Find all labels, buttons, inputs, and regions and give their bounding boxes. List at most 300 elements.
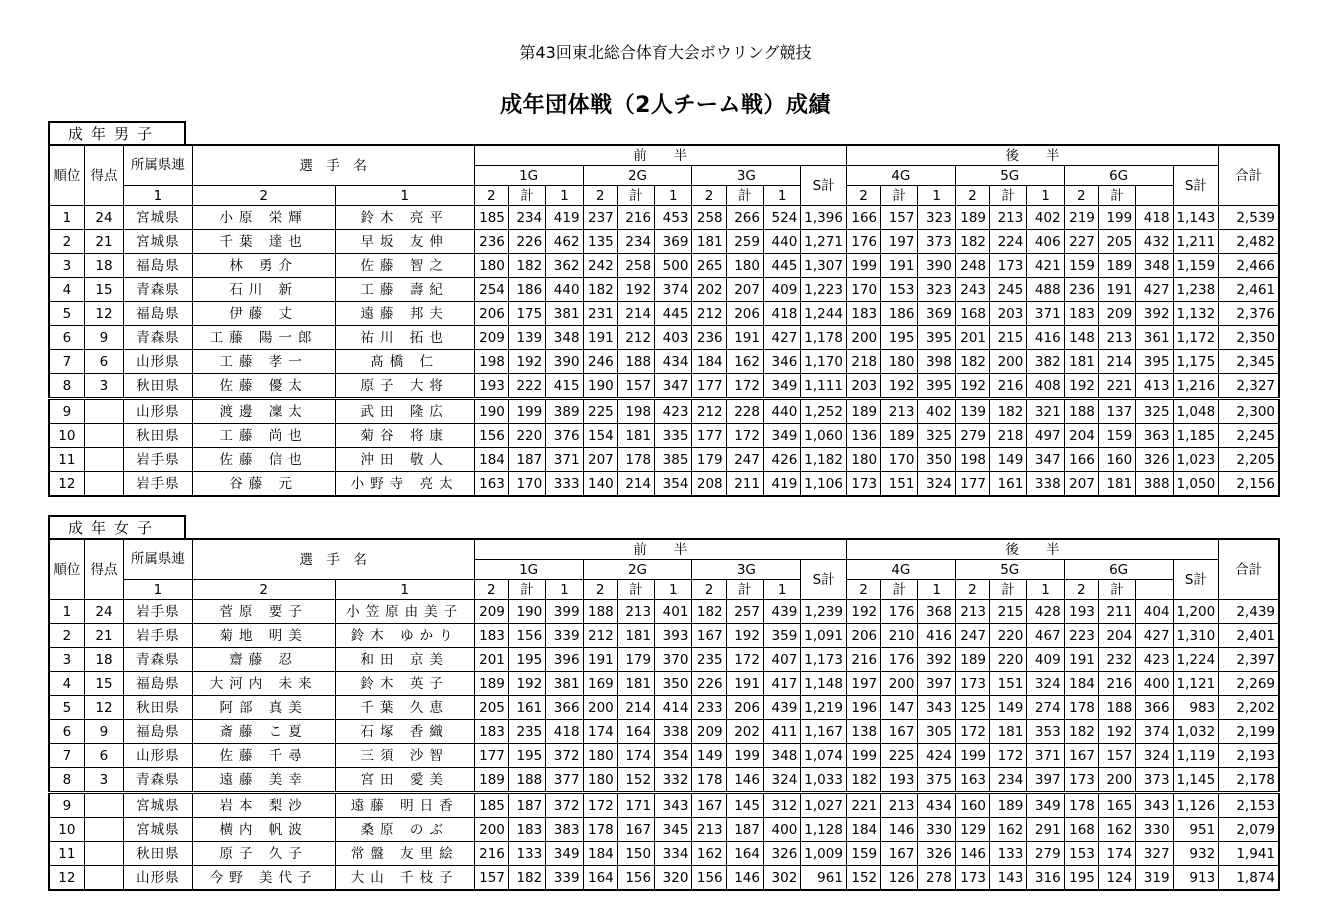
score-cell: 326 — [918, 842, 955, 866]
score-cell: 135 — [583, 230, 617, 254]
score-cell: 414 — [655, 696, 692, 720]
game-header: 3G — [692, 560, 801, 580]
prefecture-cell: 山形県 — [124, 866, 192, 891]
score-cell: 181 — [1098, 472, 1135, 497]
player-name-header: 選 手 名 — [192, 539, 474, 580]
game-header: 1G — [474, 560, 583, 580]
score-cell: 190 — [474, 399, 508, 424]
score-cell: 172 — [990, 744, 1027, 768]
score-cell: 220 — [990, 648, 1027, 672]
score-cell: 176 — [846, 230, 880, 254]
score-cell: 1,396 — [801, 206, 847, 230]
subtotal-header: 計 — [990, 580, 1027, 600]
score-cell: 373 — [1136, 768, 1173, 793]
score-cell: 151 — [881, 472, 918, 497]
player1-name: 齋藤 忍 — [192, 648, 335, 672]
score-cell: 266 — [726, 206, 763, 230]
score-cell: 133 — [990, 842, 1027, 866]
score-cell: 164 — [583, 866, 617, 891]
prefecture-cell: 岩手県 — [124, 448, 192, 472]
score-cell: 349 — [546, 842, 583, 866]
score-cell: 181 — [617, 424, 654, 448]
rank-cell: 12 — [49, 472, 84, 497]
score-cell: 324 — [1027, 672, 1064, 696]
score-cell: 209 — [474, 326, 508, 350]
player2-name: 大山 千枝子 — [335, 866, 474, 891]
score-cell: 390 — [546, 350, 583, 374]
score-cell: 170 — [881, 448, 918, 472]
rank-cell: 4 — [49, 278, 84, 302]
score-cell: 199 — [846, 254, 880, 278]
score-cell: 139 — [955, 399, 989, 424]
score-cell: 192 — [508, 350, 545, 374]
score-cell: 398 — [918, 350, 955, 374]
score-cell: 319 — [1136, 866, 1173, 891]
score-cell: 951 — [1173, 818, 1219, 842]
score-cell: 2,245 — [1219, 424, 1279, 448]
rank-cell: 5 — [49, 696, 84, 720]
score-cell: 184 — [583, 842, 617, 866]
score-cell: 184 — [474, 448, 508, 472]
score-cell: 214 — [617, 302, 654, 326]
rank-cell: 8 — [49, 374, 84, 399]
score-cell: 189 — [955, 206, 989, 230]
table-row — [49, 696, 1279, 720]
score-cell: 162 — [692, 842, 726, 866]
score-cell: 234 — [990, 768, 1027, 793]
score-cell: 195 — [508, 648, 545, 672]
player2-name: 千葉 久恵 — [335, 696, 474, 720]
score-cell: 913 — [1173, 866, 1219, 891]
score-cell: 191 — [726, 326, 763, 350]
score-cell: 1,307 — [801, 254, 847, 278]
score-cell: 348 — [546, 326, 583, 350]
score-cell: 178 — [692, 768, 726, 793]
subtotal-header: 計 — [1098, 186, 1135, 206]
score-cell: 167 — [692, 624, 726, 648]
score-cell: 221 — [846, 793, 880, 818]
score-cell: 180 — [846, 448, 880, 472]
score-cell: 172 — [583, 793, 617, 818]
points-cell: 12 — [84, 302, 123, 326]
score-cell: 214 — [617, 696, 654, 720]
score-cell: 383 — [546, 818, 583, 842]
score-cell: 488 — [1027, 278, 1064, 302]
score-cell: 226 — [692, 672, 726, 696]
game-header: 4G — [846, 560, 955, 580]
score-cell: 370 — [655, 648, 692, 672]
score-cell: 179 — [617, 648, 654, 672]
score-cell: 237 — [583, 206, 617, 230]
points-cell: 24 — [84, 600, 123, 624]
score-cell: 2,401 — [1219, 624, 1279, 648]
score-cell: 1,111 — [801, 374, 847, 399]
score-cell: 1,159 — [1173, 254, 1219, 278]
section-label: 成年女子 — [48, 515, 186, 538]
score-cell: 166 — [846, 206, 880, 230]
score-cell: 2,079 — [1219, 818, 1279, 842]
player2-subheader: 2 — [583, 186, 617, 206]
score-cell: 406 — [1027, 230, 1064, 254]
score-cell: 191 — [726, 672, 763, 696]
score-cell: 381 — [546, 302, 583, 326]
score-cell: 177 — [474, 744, 508, 768]
score-cell: 203 — [846, 374, 880, 399]
score-cell: 2,539 — [1219, 206, 1279, 230]
player2-name: 鈴木 ゆかり — [335, 624, 474, 648]
points-cell — [84, 448, 123, 472]
first-half-header: 前 半 — [474, 145, 846, 166]
points-cell — [84, 842, 123, 866]
game-header: 1G — [474, 166, 583, 186]
score-cell: 186 — [508, 278, 545, 302]
score-cell: 354 — [655, 472, 692, 497]
player2-subheader: 2 — [474, 186, 508, 206]
score-cell: 159 — [846, 842, 880, 866]
score-cell: 418 — [1136, 206, 1173, 230]
score-cell: 190 — [583, 374, 617, 399]
score-cell: 404 — [1136, 600, 1173, 624]
score-cell: 2,345 — [1219, 350, 1279, 374]
table-row — [49, 818, 1279, 842]
score-cell: 320 — [655, 866, 692, 891]
score-cell: 2,397 — [1219, 648, 1279, 672]
score-cell: 330 — [918, 818, 955, 842]
score-cell: 1,027 — [801, 793, 847, 818]
score-cell: 221 — [1098, 374, 1135, 399]
score-cell: 961 — [801, 866, 847, 891]
score-cell: 181 — [692, 230, 726, 254]
score-cell: 1,244 — [801, 302, 847, 326]
player2-name: 小笠原由美子 — [335, 600, 474, 624]
player1-name: 渡邊 凜太 — [192, 399, 335, 424]
player1-subheader: 1 — [546, 580, 583, 600]
score-cell: 445 — [655, 302, 692, 326]
score-cell: 200 — [474, 818, 508, 842]
player1-name: 原子 久子 — [192, 842, 335, 866]
score-cell: 1,148 — [801, 672, 847, 696]
score-cell: 2,199 — [1219, 720, 1279, 744]
score-cell: 2,178 — [1219, 768, 1279, 793]
score-cell: 369 — [655, 230, 692, 254]
score-cell: 174 — [1098, 842, 1135, 866]
total-header: 合計 — [1219, 145, 1279, 206]
score-cell: 439 — [763, 600, 800, 624]
score-cell: 191 — [1098, 278, 1135, 302]
score-cell: 186 — [881, 302, 918, 326]
score-cell: 202 — [726, 720, 763, 744]
player2-name: 遠藤 邦夫 — [335, 302, 474, 326]
prefecture-cell: 青森県 — [124, 278, 192, 302]
player2-subheader: 2 — [846, 580, 880, 600]
score-cell: 500 — [655, 254, 692, 278]
rank-cell: 5 — [49, 302, 84, 326]
score-cell: 2,153 — [1219, 793, 1279, 818]
score-cell: 1,132 — [1173, 302, 1219, 326]
score-cell: 196 — [846, 696, 880, 720]
score-cell: 401 — [655, 600, 692, 624]
player1-name: 菊地 明美 — [192, 624, 335, 648]
score-cell: 171 — [617, 793, 654, 818]
table-row — [49, 374, 1279, 399]
points-cell — [84, 424, 123, 448]
score-cell: 440 — [763, 399, 800, 424]
score-cell: 167 — [692, 793, 726, 818]
score-cell: 421 — [1027, 254, 1064, 278]
score-cell: 291 — [1027, 818, 1064, 842]
rank-cell: 9 — [49, 793, 84, 818]
score-cell: 395 — [1136, 350, 1173, 374]
score-cell: 1,032 — [1173, 720, 1219, 744]
prefecture-cell: 秋田県 — [124, 842, 192, 866]
score-cell: 2,269 — [1219, 672, 1279, 696]
player2-name: 佐藤 智之 — [335, 254, 474, 278]
score-cell: 366 — [546, 696, 583, 720]
score-cell: 393 — [655, 624, 692, 648]
player1-name: 谷藤 元 — [192, 472, 335, 497]
score-cell: 247 — [726, 448, 763, 472]
player2-name: 小野寺 亮太 — [335, 472, 474, 497]
score-cell: 235 — [508, 720, 545, 744]
score-cell: 170 — [508, 472, 545, 497]
player2-name: 鈴木 英子 — [335, 672, 474, 696]
score-cell: 176 — [881, 600, 918, 624]
score-cell: 2,327 — [1219, 374, 1279, 399]
score-cell: 147 — [881, 696, 918, 720]
score-cell: 265 — [692, 254, 726, 278]
score-cell: 167 — [881, 842, 918, 866]
score-cell: 149 — [990, 696, 1027, 720]
score-cell: 363 — [1136, 424, 1173, 448]
score-cell: 348 — [763, 744, 800, 768]
subtotal-header: 計 — [881, 580, 918, 600]
score-cell: 181 — [617, 624, 654, 648]
score-cell: 432 — [1136, 230, 1173, 254]
score-cell: 1,143 — [1173, 206, 1219, 230]
score-cell: 371 — [1027, 302, 1064, 326]
score-cell: 1,106 — [801, 472, 847, 497]
score-cell: 150 — [617, 842, 654, 866]
first-half-header: 前 半 — [474, 539, 846, 560]
rank-cell: 10 — [49, 424, 84, 448]
score-cell: 375 — [918, 768, 955, 793]
score-cell: 180 — [474, 254, 508, 278]
player1-name: 工藤 陽一郎 — [192, 326, 335, 350]
points-cell: 15 — [84, 672, 123, 696]
score-cell: 137 — [1098, 399, 1135, 424]
score-cell: 350 — [655, 672, 692, 696]
score-cell: 164 — [617, 720, 654, 744]
score-cell: 163 — [474, 472, 508, 497]
score-cell: 188 — [508, 768, 545, 793]
prefecture-cell: 山形県 — [124, 350, 192, 374]
score-cell: 395 — [918, 374, 955, 399]
score-cell: 1,238 — [1173, 278, 1219, 302]
score-cell: 225 — [583, 399, 617, 424]
score-cell: 182 — [955, 230, 989, 254]
score-cell: 211 — [726, 472, 763, 497]
prefecture-cell: 青森県 — [124, 768, 192, 793]
player2-name: 早坂 友伸 — [335, 230, 474, 254]
player1-subheader: 1 — [763, 580, 800, 600]
score-cell: 407 — [763, 648, 800, 672]
subtotal-header: 計 — [726, 186, 763, 206]
points-cell — [84, 399, 123, 424]
score-cell: 353 — [1027, 720, 1064, 744]
score-cell: 323 — [918, 278, 955, 302]
score-cell: 439 — [763, 696, 800, 720]
score-cell: 983 — [1173, 696, 1219, 720]
score-cell: 157 — [881, 206, 918, 230]
player2-name: 遠藤 明日香 — [335, 793, 474, 818]
score-cell: 371 — [1027, 744, 1064, 768]
score-cell: 172 — [955, 720, 989, 744]
score-cell: 182 — [846, 768, 880, 793]
score-cell: 193 — [474, 374, 508, 399]
score-cell: 1,200 — [1173, 600, 1219, 624]
score-cell: 189 — [1098, 254, 1135, 278]
score-cell: 157 — [474, 866, 508, 891]
score-cell: 189 — [990, 793, 1027, 818]
table-row — [49, 350, 1279, 374]
score-cell: 199 — [1098, 206, 1135, 230]
score-cell: 374 — [1136, 720, 1173, 744]
score-cell: 343 — [1136, 793, 1173, 818]
score-cell: 207 — [1064, 472, 1098, 497]
score-cell: 220 — [508, 424, 545, 448]
score-cell: 395 — [918, 326, 955, 350]
score-cell: 159 — [1064, 254, 1098, 278]
score-cell: 183 — [508, 818, 545, 842]
player1-name: 佐藤 千尋 — [192, 744, 335, 768]
score-cell: 247 — [955, 624, 989, 648]
score-cell: 416 — [918, 624, 955, 648]
score-cell: 259 — [726, 230, 763, 254]
score-cell: 424 — [918, 744, 955, 768]
score-cell: 419 — [763, 472, 800, 497]
score-cell: 200 — [846, 326, 880, 350]
player1-name: 工藤 尚也 — [192, 424, 335, 448]
score-cell: 213 — [881, 793, 918, 818]
score-cell: 173 — [1064, 768, 1098, 793]
score-cell: 223 — [1064, 624, 1098, 648]
score-cell: 152 — [846, 866, 880, 891]
player2-name: 三須 沙智 — [335, 744, 474, 768]
score-cell: 174 — [617, 744, 654, 768]
table-row — [49, 648, 1279, 672]
score-cell: 242 — [583, 254, 617, 278]
score-cell: 339 — [546, 624, 583, 648]
score-cell: 177 — [692, 374, 726, 399]
score-cell: 154 — [583, 424, 617, 448]
score-cell: 2,482 — [1219, 230, 1279, 254]
score-cell: 220 — [990, 624, 1027, 648]
score-cell: 182 — [1064, 720, 1098, 744]
total-header: 合計 — [1219, 539, 1279, 600]
score-cell: 151 — [990, 672, 1027, 696]
score-cell: 187 — [508, 448, 545, 472]
score-cell: 222 — [508, 374, 545, 399]
score-cell: 338 — [655, 720, 692, 744]
score-cell: 205 — [1098, 230, 1135, 254]
score-cell: 423 — [1136, 648, 1173, 672]
score-cell: 181 — [617, 672, 654, 696]
rank-header: 順位 — [49, 145, 84, 206]
score-cell: 338 — [1027, 472, 1064, 497]
score-cell: 164 — [726, 842, 763, 866]
score-cell: 332 — [655, 768, 692, 793]
player2-name: 原子 大将 — [335, 374, 474, 399]
rank-cell: 2 — [49, 624, 84, 648]
s-total-header: S計 — [1173, 166, 1219, 206]
results-table — [48, 538, 1280, 891]
score-cell: 129 — [955, 818, 989, 842]
prefecture-cell: 岩手県 — [124, 600, 192, 624]
score-cell: 417 — [763, 672, 800, 696]
score-cell: 159 — [1098, 424, 1135, 448]
subtotal-header: 計 — [508, 580, 545, 600]
score-cell: 231 — [583, 302, 617, 326]
score-cell: 235 — [692, 648, 726, 672]
player-name-header: 選 手 名 — [192, 145, 474, 186]
score-cell: 180 — [583, 768, 617, 793]
score-cell: 198 — [617, 399, 654, 424]
score-cell: 156 — [692, 866, 726, 891]
score-cell: 409 — [763, 278, 800, 302]
prefecture-cell: 秋田県 — [124, 696, 192, 720]
score-cell: 173 — [955, 672, 989, 696]
score-cell: 140 — [583, 472, 617, 497]
score-cell: 246 — [583, 350, 617, 374]
score-cell: 182 — [990, 399, 1027, 424]
table-row — [49, 254, 1279, 278]
score-cell: 497 — [1027, 424, 1064, 448]
player1-name: 林 勇介 — [192, 254, 335, 278]
score-cell: 213 — [617, 600, 654, 624]
score-cell: 199 — [508, 399, 545, 424]
score-cell: 325 — [918, 424, 955, 448]
game-header: 6G — [1064, 560, 1173, 580]
score-cell: 325 — [1136, 399, 1173, 424]
score-cell: 411 — [763, 720, 800, 744]
player1-name: 今野 美代子 — [192, 866, 335, 891]
score-cell: 372 — [546, 744, 583, 768]
player2-name: 髙橋 仁 — [335, 350, 474, 374]
score-cell: 302 — [763, 866, 800, 891]
points-cell: 21 — [84, 230, 123, 254]
player2-name: 宮田 愛美 — [335, 768, 474, 793]
score-cell: 399 — [546, 600, 583, 624]
score-cell: 191 — [583, 648, 617, 672]
rank-cell: 11 — [49, 448, 84, 472]
subtotal-header: 計 — [881, 186, 918, 206]
score-cell: 172 — [726, 374, 763, 399]
score-cell: 204 — [1064, 424, 1098, 448]
score-cell: 168 — [955, 302, 989, 326]
score-cell: 323 — [918, 206, 955, 230]
score-cell: 215 — [990, 600, 1027, 624]
rank-cell: 7 — [49, 744, 84, 768]
score-cell: 354 — [655, 744, 692, 768]
score-cell: 368 — [918, 600, 955, 624]
score-cell: 408 — [1027, 374, 1064, 399]
player2-subheader: 2 — [1064, 580, 1098, 600]
score-cell: 1,119 — [1173, 744, 1219, 768]
score-cell: 180 — [881, 350, 918, 374]
score-cell: 152 — [617, 768, 654, 793]
score-cell: 207 — [726, 278, 763, 302]
score-cell: 198 — [474, 350, 508, 374]
